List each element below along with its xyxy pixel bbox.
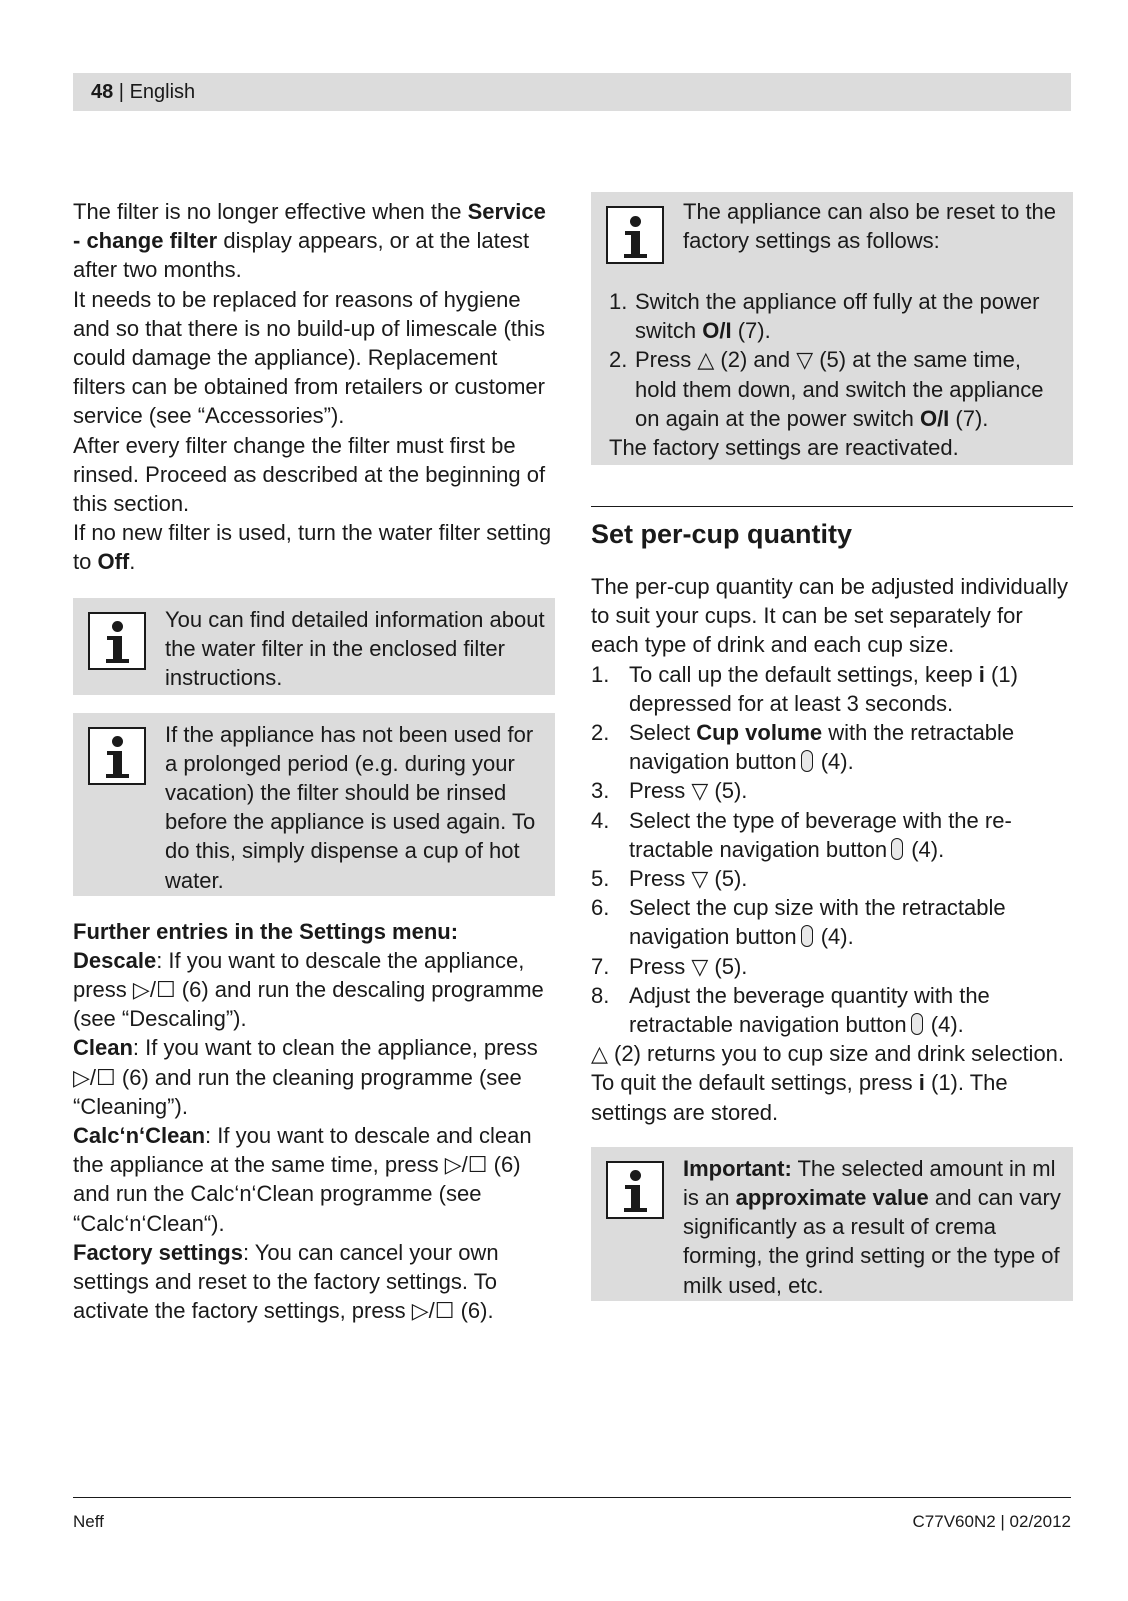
navigation-button-icon	[911, 1013, 923, 1035]
section-divider	[591, 506, 1073, 507]
info-box-prolonged-use	[73, 713, 555, 896]
text: Press ▽ (5).	[629, 953, 748, 979]
text: (6).	[454, 1298, 494, 1324]
footer-model-date: C77V60N2 | 02/2012	[912, 1512, 1071, 1531]
step-2	[591, 718, 1073, 776]
filter-paragraph-4	[73, 518, 555, 576]
text: (1) depressed for at least 3 seconds.	[629, 661, 1018, 716]
step-number: 7.	[591, 953, 610, 979]
text: Select the cup size with the retractable navigation button	[629, 895, 1006, 950]
step-8	[591, 981, 1073, 1039]
text: If no new filter is used, turn the water filter setting to	[73, 520, 552, 575]
step-number: 1.	[609, 289, 628, 314]
info-box-factory-reset	[591, 192, 1073, 465]
text: : If you want to descale and clean the appliance at the same time, press	[73, 1123, 532, 1178]
info-icon	[88, 727, 146, 785]
text: (6) and run the descaling programme (see “Descaling”).	[73, 977, 544, 1032]
text: Switch the appliance off fully at the power switch	[635, 289, 1040, 344]
start-stop-symbol-icon: ▷/☐	[73, 1064, 116, 1090]
text: Press ▽ (5).	[629, 778, 748, 804]
info-text: You can find detailed information about the water filter in the enclosed filter instructions.	[165, 606, 545, 691]
term: Calc‘n‘Clean	[73, 1123, 206, 1149]
text: : If you want to clean the appliance, press	[132, 1035, 538, 1061]
text: display appears, or at the latest after two months.	[73, 228, 530, 283]
term: Factory settings	[73, 1239, 243, 1265]
info-box-filter-instructions	[73, 598, 555, 695]
text: (4).	[924, 1012, 964, 1038]
text: (1). The settings are stored.	[591, 1070, 1008, 1125]
text: Adjust the beverage quantity with the retractable navigation button	[629, 982, 990, 1038]
step-5	[591, 864, 1073, 893]
start-stop-symbol-icon: ▷/☐	[444, 1152, 488, 1178]
factory-settings-entry	[73, 1238, 555, 1326]
text: .	[129, 549, 136, 575]
step-number: 2.	[591, 720, 610, 746]
text: and can vary significantly as a result of crema forming, the grind setting or the type of milk used, etc.	[683, 1185, 1061, 1298]
step-number: 4.	[591, 807, 610, 833]
step-number: 5.	[591, 866, 610, 892]
reset-steps	[609, 287, 1065, 433]
emphasis: approximate value	[735, 1185, 929, 1211]
info-icon	[606, 1161, 664, 1219]
reset-step	[609, 287, 1065, 345]
term: Descale	[73, 947, 157, 973]
step-6	[591, 893, 1073, 951]
step-1	[591, 660, 1073, 718]
text: (4).	[814, 749, 854, 775]
per-cup-after	[591, 1039, 1073, 1127]
per-cup-steps	[591, 660, 1073, 1040]
step-number: 3.	[591, 778, 610, 804]
info-button-label: i	[918, 1070, 925, 1096]
text: The filter is no longer effective when the	[73, 199, 468, 224]
text: The selected amount in ml is an	[683, 1155, 1056, 1211]
navigation-button-icon	[801, 750, 813, 772]
text: △ (2) returns you to cup size and drink selection. To quit the default settings, press	[591, 1041, 1065, 1096]
text: (4).	[905, 836, 945, 862]
info-button-label: i	[978, 661, 985, 687]
info-text: The appliance can also be reset to the factory settings as follows:	[683, 199, 1057, 254]
text: Press △ (2) and ▽ (5) at the same time, hold them down, and switch the appliance on again at the power switch	[635, 347, 1044, 431]
info-text: If the appliance has not been used for a prolonged period (e.g. during your vacation) the filter should be rinsed before the appliance is used again. To do this, simply dispense a cup of hot water.	[165, 721, 536, 893]
page-header	[73, 73, 1071, 111]
text: To call up the default settings, keep	[629, 661, 979, 687]
switch-label: O/I	[919, 405, 950, 431]
text: (6) and run the Calc‘n‘Clean programme (see “Calc‘n‘Clean“).	[73, 1152, 521, 1236]
display-message: Service - change filter	[73, 199, 546, 254]
info-box-important	[591, 1147, 1073, 1301]
filter-paragraph-2: It needs to be replaced for reasons of hygiene and so that there is no build-up of limescale (this could damage the appliance). Replacement filters can be obtained from retailers or customer service (see “Accessories”).	[73, 286, 546, 429]
footer-divider	[73, 1497, 1071, 1498]
section-title: Set per-cup quantity	[591, 519, 853, 549]
header-language: English	[129, 81, 196, 103]
step-7	[591, 952, 1073, 981]
menu-item: Cup volume	[696, 720, 823, 746]
page-number: 48	[91, 81, 114, 103]
footer-brand: Neff	[73, 1512, 104, 1531]
text: Select	[629, 720, 697, 746]
text: Press ▽ (5).	[629, 866, 748, 892]
text: (6) and run the cleaning programme (see “Cleaning”).	[73, 1064, 522, 1119]
left-column	[73, 197, 555, 1325]
clean-entry	[73, 1033, 555, 1121]
text: (4).	[814, 924, 854, 950]
start-stop-symbol-icon: ▷/☐	[411, 1298, 455, 1324]
calc-n-clean-entry	[73, 1121, 555, 1238]
setting-off: Off	[97, 549, 130, 575]
text: (7).	[949, 405, 989, 431]
text: with the retractable navigation button	[629, 720, 1015, 775]
important-label: Important:	[683, 1155, 792, 1181]
step-number: 2.	[609, 347, 628, 373]
info-text	[683, 1154, 1065, 1300]
switch-label: O/I	[702, 318, 732, 344]
text: : You can cancel your own settings and reset to the factory settings. To activate the factory settings, press	[73, 1239, 499, 1324]
right-column	[591, 192, 1073, 1301]
info-icon	[88, 612, 146, 670]
filter-paragraph-1	[73, 197, 555, 285]
step-number: 8.	[591, 982, 610, 1008]
text: Select the type of beverage with the retractable navigation button	[629, 807, 1012, 862]
text: (7).	[731, 318, 771, 344]
filter-paragraph-3: After every filter change the filter must first be rinsed. Proceed as described at the beginning of this section.	[73, 432, 546, 517]
reset-step	[609, 345, 1065, 433]
reset-outro: The factory settings are reactivated.	[609, 435, 959, 461]
step-number: 1.	[591, 661, 610, 687]
start-stop-symbol-icon: ▷/☐	[132, 977, 176, 1003]
header-separator: |	[113, 81, 130, 103]
step-3	[591, 776, 1073, 805]
descale-entry	[73, 946, 555, 1034]
navigation-button-icon	[891, 838, 903, 860]
step-number: 6.	[591, 895, 610, 921]
step-4	[591, 806, 1073, 864]
per-cup-intro: The per-cup quantity can be adjusted individually to suit your cups. It can be set separately for each type of drink and each cup size.	[591, 574, 1068, 658]
term: Clean	[73, 1035, 133, 1061]
text: : If you want to descale the appliance, press	[73, 947, 525, 1003]
navigation-button-icon	[801, 925, 813, 947]
info-icon	[606, 206, 664, 264]
further-entries-heading: Further entries in the Settings menu:	[73, 918, 459, 944]
